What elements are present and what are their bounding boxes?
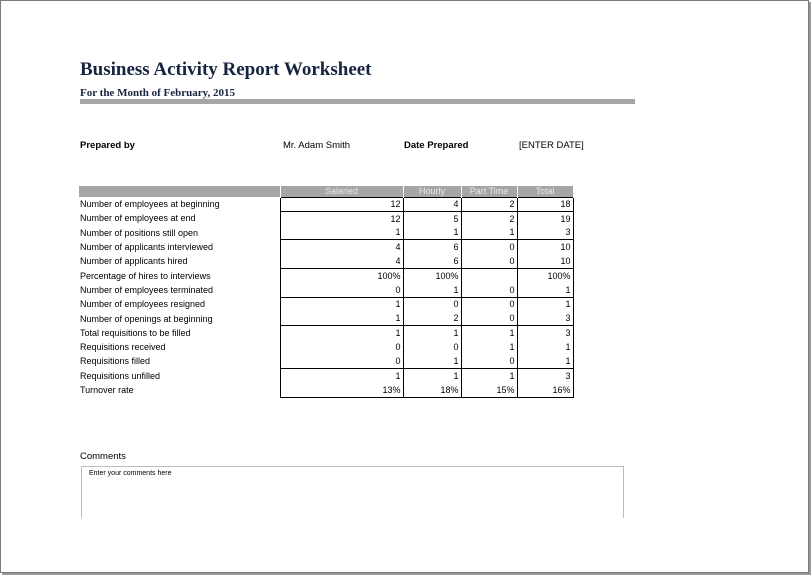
value-cell[interactable]: 1: [403, 354, 461, 368]
row-label: Number of positions still open: [80, 227, 199, 238]
value-cell[interactable]: 10: [517, 254, 573, 268]
value-cell[interactable]: 1: [280, 326, 403, 340]
value-cell[interactable]: 1: [517, 340, 573, 354]
value-cell[interactable]: 100%: [517, 268, 573, 282]
table-row: [79, 297, 573, 311]
value-cell[interactable]: 0: [461, 240, 517, 254]
value-cell[interactable]: 2: [461, 197, 517, 211]
table-row: [79, 211, 573, 225]
value-cell[interactable]: 1: [461, 326, 517, 340]
value-cell[interactable]: 1: [517, 297, 573, 311]
row-label: Percentage of hires to interviews: [80, 270, 211, 281]
value-cell[interactable]: 15%: [461, 383, 517, 397]
row-label: Requisitions received: [80, 342, 166, 353]
value-cell[interactable]: 0: [461, 354, 517, 368]
page-title: Business Activity Report Worksheet: [80, 59, 372, 80]
value-cell[interactable]: 1: [517, 283, 573, 297]
title-underline-bar: [80, 99, 635, 104]
value-cell[interactable]: 0: [280, 340, 403, 354]
value-cell[interactable]: 1: [403, 283, 461, 297]
table-row: [79, 283, 573, 297]
table-row: [79, 326, 573, 340]
column-header: Salaried: [280, 186, 403, 197]
activity-table: [79, 186, 574, 398]
row-label: Number of openings at beginning: [80, 313, 213, 324]
prepared-by-value[interactable]: Mr. Adam Smith: [283, 140, 351, 151]
table-row: [79, 340, 573, 354]
value-cell[interactable]: 1: [403, 326, 461, 340]
row-label: Requisitions filled: [80, 356, 151, 367]
value-cell[interactable]: 18: [517, 197, 573, 211]
value-cell[interactable]: [461, 268, 517, 282]
column-header: Part Time: [461, 186, 517, 197]
value-cell[interactable]: 4: [403, 197, 461, 211]
comments-field[interactable]: [81, 466, 624, 518]
value-cell[interactable]: 13%: [280, 383, 403, 397]
value-cell[interactable]: 1: [403, 226, 461, 240]
value-cell[interactable]: 0: [280, 283, 403, 297]
value-cell[interactable]: 1: [280, 311, 403, 325]
row-label: Total requisitions to be filled: [80, 327, 191, 338]
value-cell[interactable]: 2: [403, 311, 461, 325]
value-cell[interactable]: 19: [517, 211, 573, 225]
value-cell[interactable]: 3: [517, 369, 573, 383]
row-label: Requisitions unfilled: [80, 370, 161, 381]
value-cell[interactable]: 1: [280, 226, 403, 240]
value-cell[interactable]: 0: [403, 340, 461, 354]
value-cell[interactable]: 10: [517, 240, 573, 254]
value-cell[interactable]: 1: [280, 369, 403, 383]
value-cell[interactable]: 0: [461, 311, 517, 325]
table-row: [79, 197, 573, 211]
value-cell[interactable]: 2: [461, 211, 517, 225]
value-cell[interactable]: 6: [403, 254, 461, 268]
table-header-row: [79, 186, 573, 197]
value-cell[interactable]: 0: [461, 254, 517, 268]
row-label: Turnover rate: [80, 385, 134, 395]
value-cell[interactable]: 0: [403, 297, 461, 311]
row-label: Number of applicants hired: [80, 256, 188, 267]
value-cell[interactable]: 100%: [280, 268, 403, 282]
value-cell[interactable]: 1: [461, 369, 517, 383]
value-cell[interactable]: 6: [403, 240, 461, 254]
value-cell[interactable]: 0: [461, 297, 517, 311]
value-cell[interactable]: 1: [280, 297, 403, 311]
value-cell[interactable]: 1: [403, 369, 461, 383]
header-label-cell: [79, 186, 280, 197]
row-label: Number of employees resigned: [80, 299, 206, 310]
table-row: [79, 226, 573, 240]
value-cell[interactable]: 3: [517, 311, 573, 325]
table-row: [79, 383, 573, 397]
value-cell[interactable]: 0: [280, 354, 403, 368]
date-prepared-label: Date Prepared: [404, 140, 469, 151]
table-row: [79, 311, 573, 325]
row-label: Number of employees terminated: [80, 284, 214, 295]
page-subtitle: For the Month of February, 2015: [80, 87, 236, 99]
prepared-by-label: Prepared by: [80, 140, 135, 151]
table-row: [79, 254, 573, 268]
value-cell[interactable]: 5: [403, 211, 461, 225]
value-cell[interactable]: 4: [280, 254, 403, 268]
value-cell[interactable]: 12: [280, 211, 403, 225]
row-label: Number of employees at beginning: [80, 199, 220, 210]
value-cell[interactable]: 1: [517, 354, 573, 368]
table-row: [79, 369, 573, 383]
comments-label: Comments: [80, 451, 126, 462]
value-cell[interactable]: 0: [461, 283, 517, 297]
table-row: [79, 240, 573, 254]
value-cell[interactable]: 12: [280, 197, 403, 211]
column-header: Total: [517, 186, 573, 197]
value-cell[interactable]: 18%: [403, 383, 461, 397]
value-cell[interactable]: 3: [517, 226, 573, 240]
value-cell[interactable]: 1: [461, 226, 517, 240]
table-row: [79, 268, 573, 282]
value-cell[interactable]: 16%: [517, 383, 573, 397]
row-label: Number of applicants interviewed: [80, 242, 214, 253]
column-header: Hourly: [403, 186, 461, 197]
row-label: Number of employees at end: [80, 213, 196, 224]
table-row: [79, 354, 573, 368]
value-cell[interactable]: 1: [461, 340, 517, 354]
value-cell[interactable]: 4: [280, 240, 403, 254]
value-cell[interactable]: 3: [517, 326, 573, 340]
value-cell[interactable]: 100%: [403, 268, 461, 282]
comments-placeholder: Enter your comments here: [89, 470, 172, 477]
date-prepared-value[interactable]: [ENTER DATE]: [519, 140, 584, 151]
